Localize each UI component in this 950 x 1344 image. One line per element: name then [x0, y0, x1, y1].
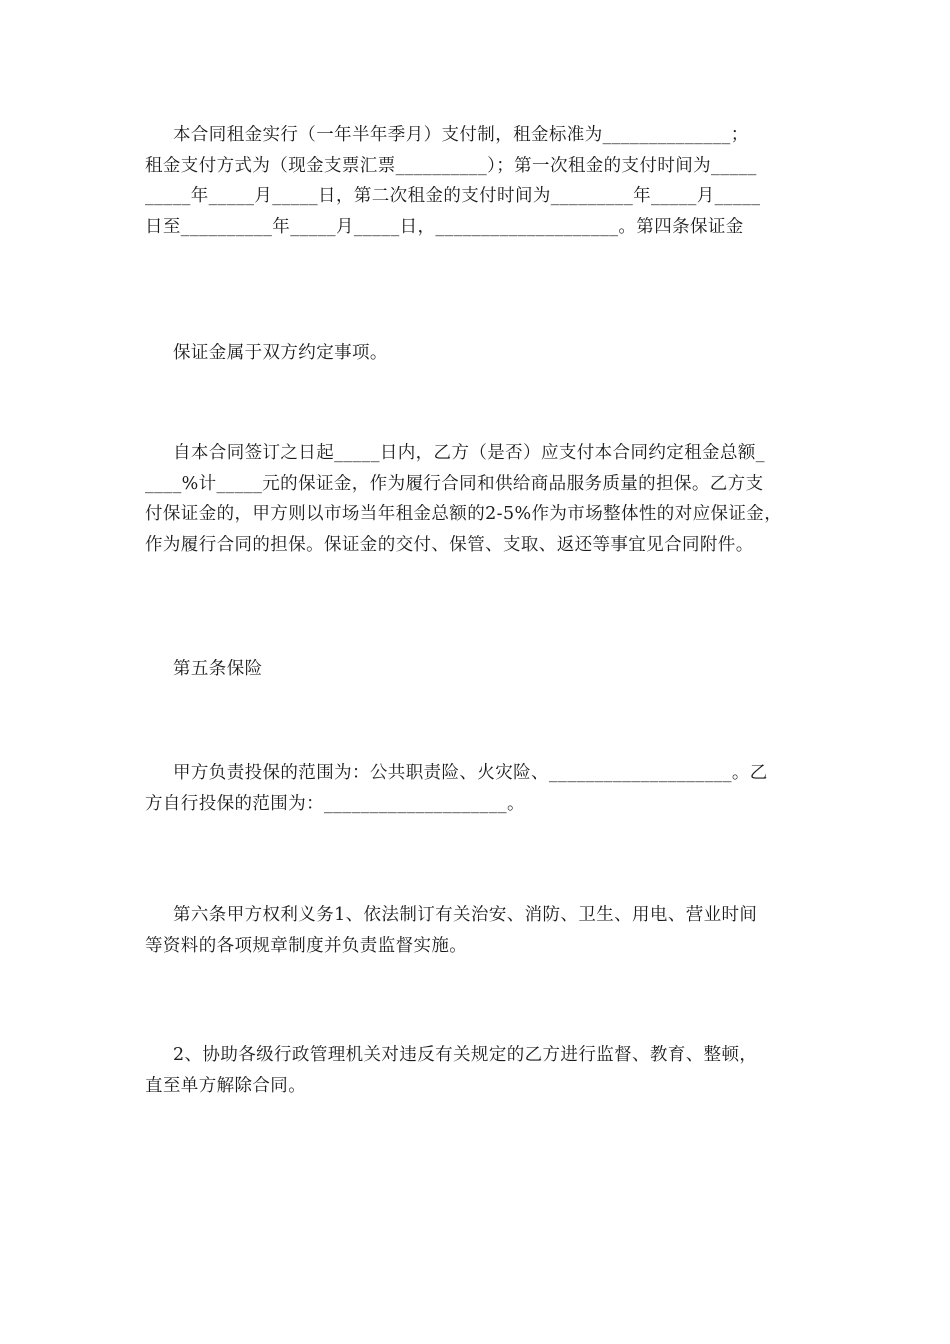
- text-line: 租金支付方式为（现金支票汇票__________）；第一次租金的支付时间为_____: [145, 155, 757, 176]
- text-line: 方自行投保的范围为：____________________。: [145, 793, 525, 814]
- paragraph-supervision: [145, 1040, 813, 1101]
- text-line: 付保证金的，甲方则以市场当年租金总额的2-5%作为市场整体性的对应保证金，: [145, 504, 783, 524]
- paragraph-insurance-scope: [145, 758, 813, 819]
- section-heading-insurance: [145, 654, 813, 685]
- text-line: 日至__________年_____月_____日，____________________。第四条保证金: [145, 216, 744, 237]
- text-line: 第六条甲方权利义务1、依法制订有关治安、消防、卫生、用电、营业时间: [173, 905, 758, 925]
- paragraph-rent-payment: [145, 120, 813, 242]
- text-line: 自本合同签订之日起_____日内，乙方（是否）应支付本合同约定租金总额_: [173, 443, 765, 463]
- paragraph-deposit-details: [145, 438, 813, 560]
- text-line: _____年_____月_____日，第二次租金的支付时间为_________年_____月_____: [145, 186, 761, 206]
- text-line: 作为履行合同的担保。保证金的交付、保管、支取、返还等事宜见合同附件。: [145, 534, 754, 555]
- paragraph-deposit-agreement: [145, 338, 813, 369]
- text-line: 第五条保险: [173, 659, 263, 679]
- text-line: ____%计_____元的保证金，作为履行合同和供给商品服务质量的担保。乙方支: [145, 473, 764, 494]
- text-line: 等资料的各项规章制度并负责监督实施。: [145, 935, 468, 956]
- text-line: 保证金属于双方约定事项。: [173, 343, 388, 363]
- text-line: 甲方负责投保的范围为：公共职责险、火灾险、____________________。乙: [173, 763, 768, 783]
- text-line: 2、协助各级行政管理机关对违反有关规定的乙方进行监督、教育、整顿，: [173, 1045, 758, 1065]
- text-line: 本合同租金实行（一年半年季月）支付制，租金标准为______________；: [173, 125, 749, 145]
- paragraph-party-a-rights: [145, 900, 813, 961]
- text-line: 直至单方解除合同。: [145, 1075, 307, 1096]
